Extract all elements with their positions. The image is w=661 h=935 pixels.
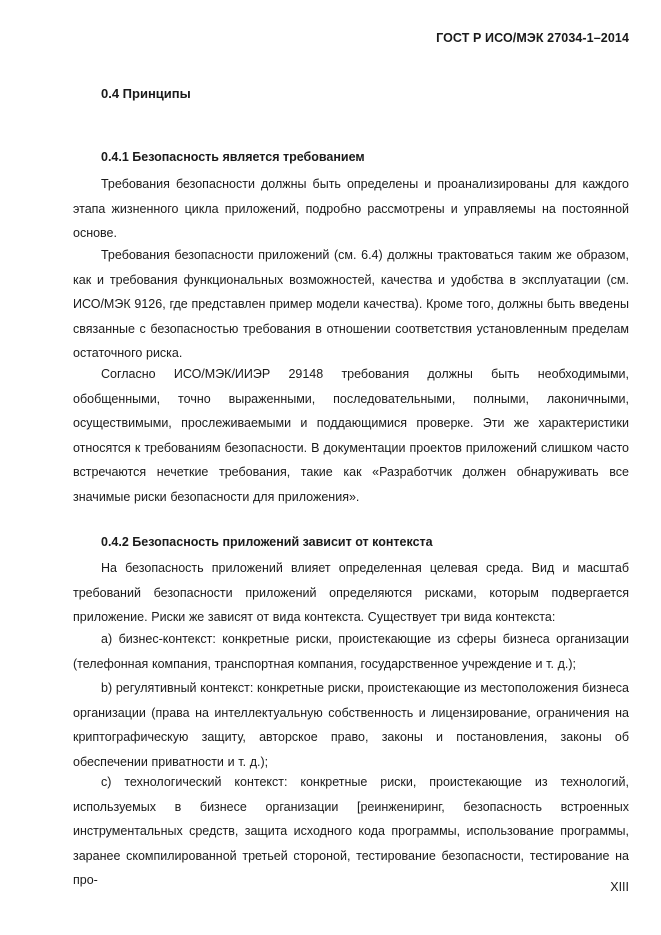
paragraph: Требования безопасности должны быть определены и проанализированы для каждого этапа жизненного цикла приложений, подробно рассмотрены и управляемы на постоянной основе. — [73, 177, 629, 240]
paragraph: На безопасность приложений влияет определенная целевая среда. Вид и масштаб требований безопасности приложений определяются рисками, которым подвергается приложение. Риски же зависят от вида контекста. Существует три вида контекста: — [73, 561, 629, 624]
section-title: 0.4 Принципы — [101, 86, 191, 101]
paragraph: Требования безопасности приложений (см. 6.4) должны трактоваться таким же образом, как и требования функциональных возможностей, качества и удобства в эксплуатации (см. ИСО/МЭК 9126, где представлен пример модели качества). Кроме того, должны быть введены связанные с безопасностью требования в отношении соответствия установленным пределам остаточного риска. — [73, 248, 629, 360]
subsection-title-security-requirement: 0.4.1 Безопасность является требованием — [101, 150, 365, 164]
standard-header: ГОСТ Р ИСО/МЭК 27034-1–2014 — [436, 31, 629, 45]
subsection-title-context: 0.4.2 Безопасность приложений зависит от контекста — [101, 535, 433, 549]
list-item: c) технологический контекст: конкретные риски, проистекающие из технологий, используемых в бизнесе организации [реинжениринг, безопасность встроенных инструментальных средств, защита исходного кода программы, использование программы, заранее скомпилированной третьей стороной, тестирование безопасности, тестирование на про- — [73, 775, 629, 887]
paragraph: Согласно ИСО/МЭК/ИИЭР 29148 требования должны быть необходимыми, обобщенными, точно выраженными, последовательными, полными, лаконичными, осуществимыми, прослеживаемыми и поддающимися проверке. Эти же характеристики относятся к требованиям безопасности. В документации проектов приложений слишком часто встречаются нечеткие требования, такие как «Разработчик должен обнаруживать все значимые риски безопасности для приложения». — [73, 367, 629, 504]
page-number: XIII — [610, 880, 629, 894]
list-item: b) регулятивный контекст: конкретные риски, проистекающие из местоположения бизнеса организации (права на интеллектуальную собственность и лицензирование, ограничения на криптографическую защиту, авторское право, законы и постановления, законы об обеспечении приватности и т. д.); — [73, 681, 629, 769]
list-item: а) бизнес-контекст: конкретные риски, проистекающие из сферы бизнеса организации (телефонная компания, транспортная компания, государственное учреждение и т. д.); — [73, 632, 629, 671]
